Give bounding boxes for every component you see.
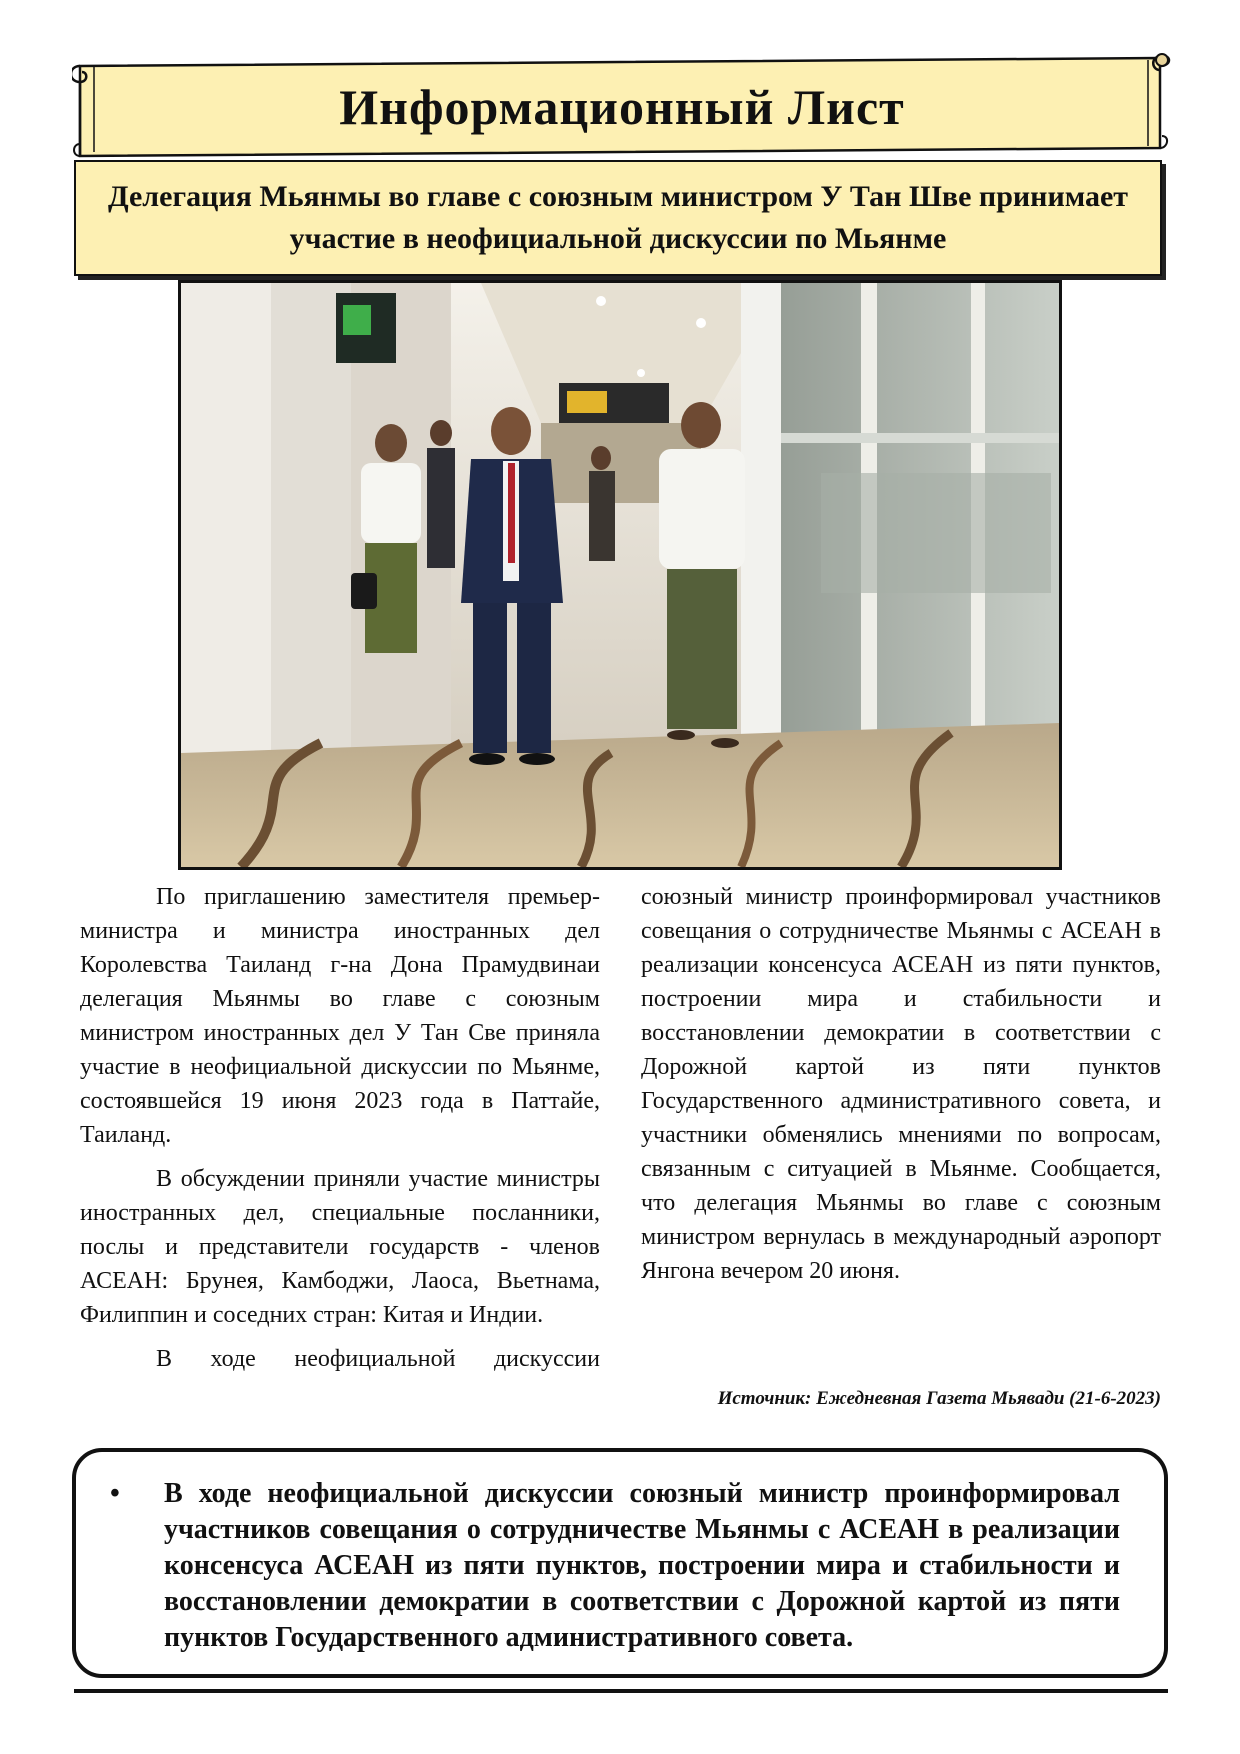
- bullet-icon: •: [110, 1478, 120, 1509]
- summary-list: [106, 1476, 1120, 1656]
- article-paragraph: По приглашению заместителя премьер-министра и министра иностранных дел Королевства Таиланд г-на Дона Прамудвинаи делегация Мьянмы во главе с союзным министром иностранных дел У Тан Све приняла участие в неофициальной дискуссии по Мьянме, состоявшейся 19 июня 2023 года в Паттайе, Таиланд.: [80, 884, 600, 1148]
- bottom-divider: [74, 1689, 1168, 1693]
- headline-box: [74, 160, 1162, 276]
- article-column-left: [80, 880, 600, 1386]
- summary-text: В ходе неофициальной дискуссии союзный министр проинформировал участников совещания о сотрудничестве Мьянмы с АСЕАН в реализации консенсуса АСЕАН из пяти пунктов, построении мира и стабильности и восстановлении демократии в соответствии с Дорожной картой из пяти пунктов Государственного административного совета.: [164, 1478, 1120, 1653]
- article-paragraph: союзный министр проинформировал участников совещания о сотрудничестве Мьянмы с АСЕАН в реализации консенсуса АСЕАН из пяти пунктов, построении мира и стабильности и восстановлении демократии в соответствии с Дорожной картой из пяти пунктов Государственного административного совета, и участники обменялись мнениями по вопросам, связанным с ситуацией в Мьянме. Сообщается, что делегация Мьянмы во главе с союзным министром вернулась в международный аэропорт Янгона вечером 20 июня.: [641, 884, 1161, 1284]
- article-column-right: [641, 880, 1161, 1298]
- article-paragraph: В обсуждении приняли участие министры иностранных дел, специальные посланники, послы и представители государств - членов АСЕАН: Брунея, Камбоджи, Лаоса, Вьетнама, Филиппин и соседних стран: Китая и Индии.: [80, 1166, 600, 1328]
- delegation-walking-photo: [181, 283, 1059, 867]
- news-photo: [178, 280, 1062, 870]
- summary-box: [72, 1448, 1168, 1678]
- page-title: Информационный Лист: [339, 79, 905, 135]
- source-credit: Источник: Ежедневная Газета Мьявади (21-6-2023): [717, 1388, 1161, 1409]
- summary-item: [106, 1476, 1120, 1656]
- title-scroll-banner: [72, 52, 1172, 160]
- article-paragraph: В ходе неофициальной дискуссии: [156, 1346, 600, 1372]
- headline: Делегация Мьянмы во главе с союзным министром У Тан Шве принимает участие в неофициальной дискуссии по Мьянме: [107, 180, 1129, 255]
